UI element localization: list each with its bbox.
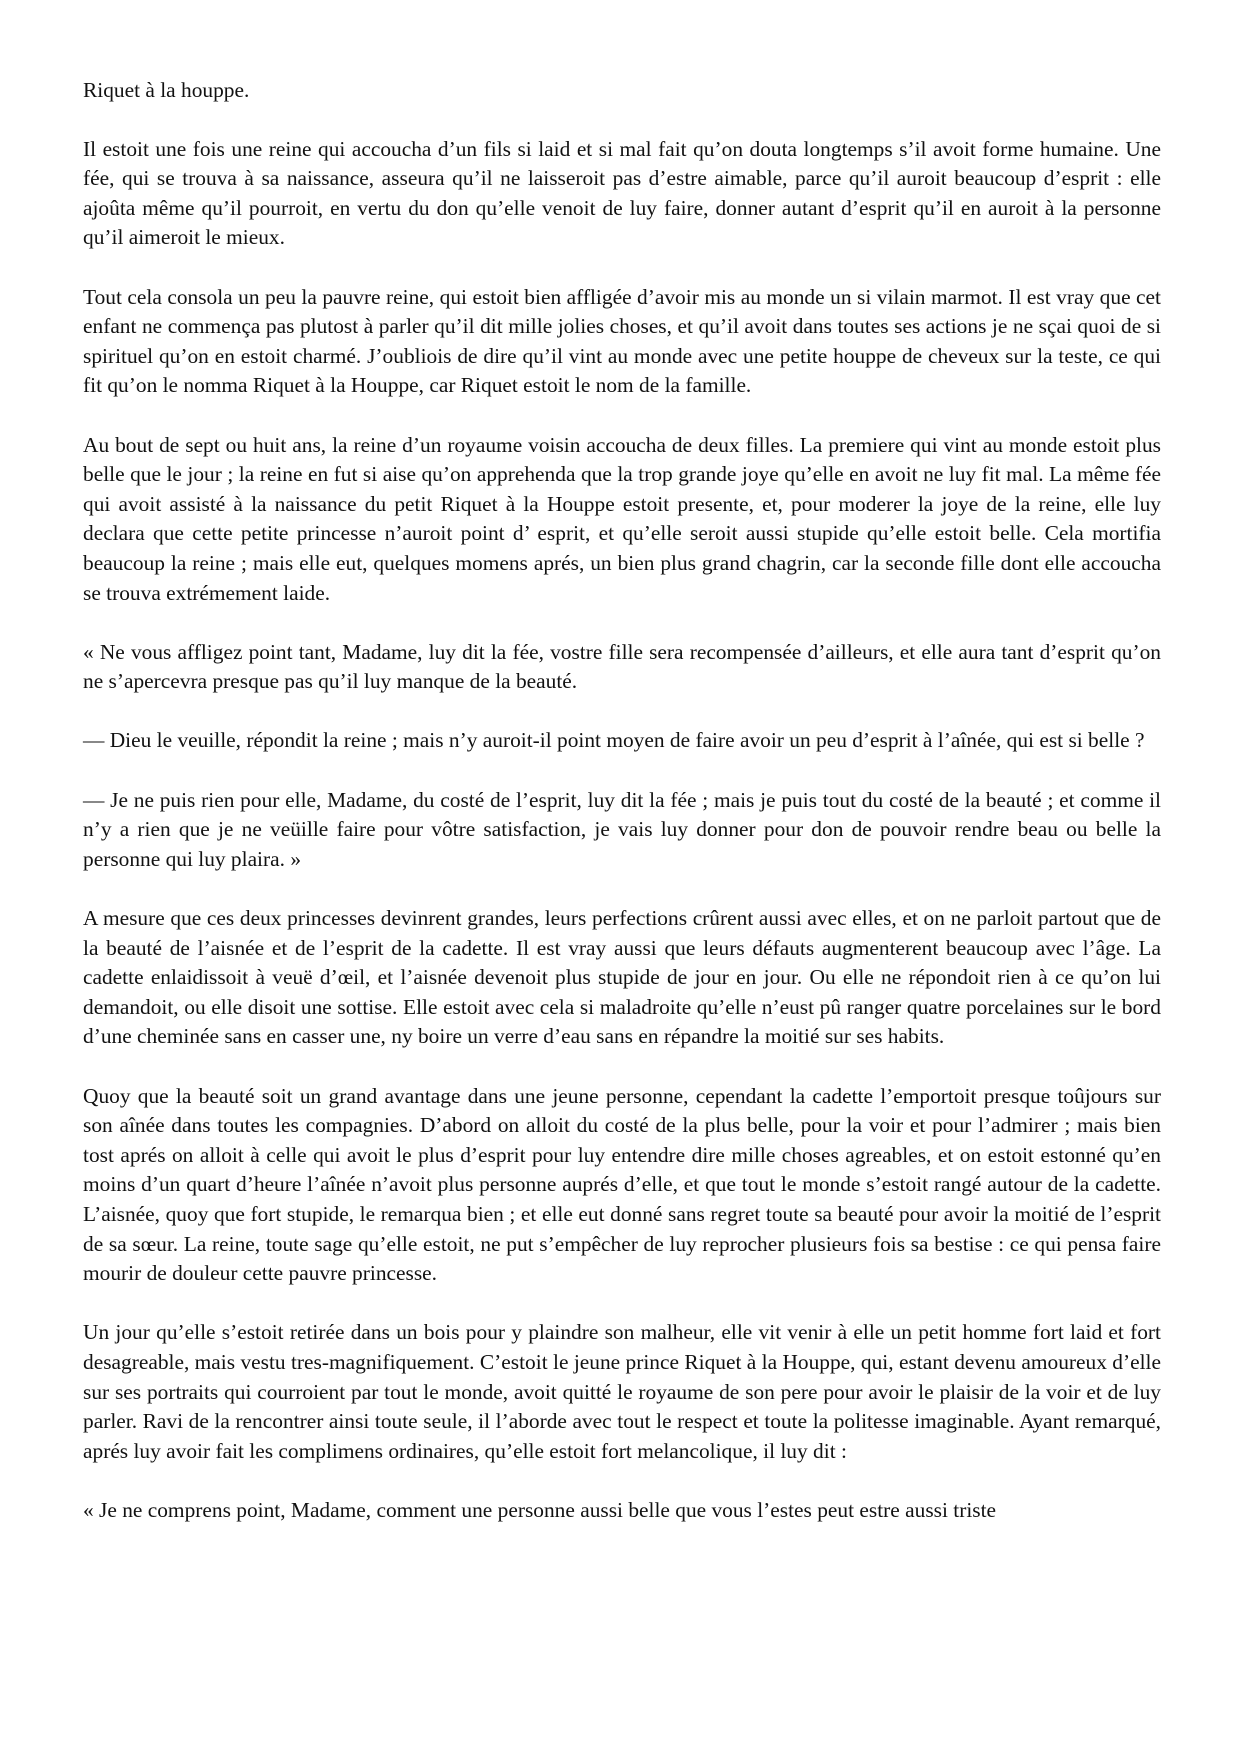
paragraph-5: — Dieu le veuille, répondit la reine ; mais n’y auroit-il point moyen de faire avoir un peu d’esprit à l’aînée, qui est si belle ?	[83, 728, 1145, 753]
document-page	[83, 76, 1161, 1526]
paragraph-7: A mesure que ces deux princesses devinrent grandes, leurs perfections crûrent aussi avec elles, et on ne parloit partout que de la beauté de l’aisnée et de l’esprit de la cadette. Il est vray aussi que leurs défauts augmenterent beaucoup avec l’âge. La cadette enlaidissoit à veuë d’œil, et l’aisnée devenoit plus stupide de jour en jour. Ou elle ne répondoit rien à ce qu’on lui demandoit, ou elle disoit une sottise. Elle estoit avec cela si maladroite qu’elle n’eust pû ranger quatre porcelaines sur le bord d’une cheminée sans en casser une, ny boire un verre d’eau sans en répandre la moitié sur ses habits.	[83, 906, 1161, 1049]
paragraph-6: — Je ne puis rien pour elle, Madame, du costé de l’esprit, luy dit la fée ; mais je puis tout du costé de la beauté ; et comme il n’y a rien que je ne veüille faire pour vôtre satisfaction, je vais luy donner pour don de pouvoir rendre beau ou belle la personne qui luy plaira. »	[83, 787, 1161, 871]
paragraph-3: Au bout de sept ou huit ans, la reine d’un royaume voisin accoucha de deux filles. La premiere qui vint au monde estoit plus belle que le jour ; la reine en fut si aise qu’on apprehenda que la trop grande joye qu’elle en avoit ne luy fit mal. La même fée qui avoit assisté à la naissance du petit Riquet à la Houppe estoit presente, et, pour moderer la joye de la reine, elle luy declara que cette petite princesse n’auroit point d’ esprit, et qu’elle seroit aussi stupide qu’elle estoit belle. Cela mortifia beaucoup la reine ; mais elle eut, quelques momens aprés, un bien plus grand chagrin, car la seconde fille dont elle accoucha se trouva extrémement laide.	[83, 432, 1161, 605]
document-title: Riquet à la houppe.	[83, 78, 250, 102]
paragraph-8: Quoy que la beauté soit un grand avantage dans une jeune personne, cependant la cadette l’emportoit presque toûjours sur son aînée dans toutes les compagnies. D’abord on alloit du costé de la plus belle, pour la voir et pour l’admirer ; mais bien tost aprés on alloit à celle qui avoit le plus d’esprit pour luy entendre dire mille choses agreables, et on estoit estonné qu’en moins d’un quart d’heure l’aînée n’avoit plus personne auprés d’elle, et que tout le monde s’estoit rangé autour de la cadette. L’aisnée, quoy que fort stupide, le remarqua bien ; et elle eut donné sans regret toute sa beauté pour avoir la moitié de l’esprit de sa sœur. La reine, toute sage qu’elle estoit, ne put s’empêcher de luy reprocher plusieurs fois sa bestise : ce qui pensa faire mourir de douleur cette pauvre princesse.	[83, 1083, 1161, 1286]
paragraph-2: Tout cela consola un peu la pauvre reine, qui estoit bien affligée d’avoir mis au monde un si vilain marmot. Il est vray que cet enfant ne commença pas plutost à parler qu’il dit mille jolies choses, et qu’il avoit dans toutes ses actions je ne sçai quoi de si spirituel qu’on en estoit charmé. J’oubliois de dire qu’il vint au monde avec une petite houppe de cheveux sur la teste, ce qui fit qu’on le nomma Riquet à la Houppe, car Riquet estoit le nom de la famille.	[83, 284, 1161, 398]
paragraph-9: Un jour qu’elle s’estoit retirée dans un bois pour y plaindre son malheur, elle vit venir à elle un petit homme fort laid et fort desagreable, mais vestu tres-magnifiquement. C’estoit le jeune prince Riquet à la Houppe, qui, estant devenu amoureux d’elle sur ses portraits qui courroient par tout le monde, avoit quitté le royaume de son pere pour avoir le plaisir de la voir et de luy parler. Ravi de la rencontrer ainsi toute seule, il l’aborde avec tout le respect et toute la politesse imaginable. Ayant remarqué, aprés luy avoir fait les complimens ordinaires, qu’elle estoit fort melancolique, il luy dit :	[83, 1320, 1161, 1463]
paragraph-1: Il estoit une fois une reine qui accoucha d’un fils si laid et si mal fait qu’on douta longtemps s’il avoit forme humaine. Une fée, qui se trouva à sa naissance, asseura qu’il ne laisseroit pas d’estre aimable, parce qu’il auroit beaucoup d’esprit : elle ajoûta même qu’il pourroit, en vertu du don qu’elle venoit de luy faire, donner autant d’esprit qu’il en auroit à la personne qu’il aimeroit le mieux.	[83, 136, 1161, 250]
paragraph-4: « Ne vous affligez point tant, Madame, luy dit la fée, vostre fille sera recompensée d’ailleurs, et elle aura tant d’esprit qu’on ne s’apercevra presque pas qu’il luy manque de la beauté.	[83, 639, 1161, 694]
paragraph-10: « Je ne comprens point, Madame, comment une personne aussi belle que vous l’estes peut estre aussi triste	[83, 1497, 997, 1522]
